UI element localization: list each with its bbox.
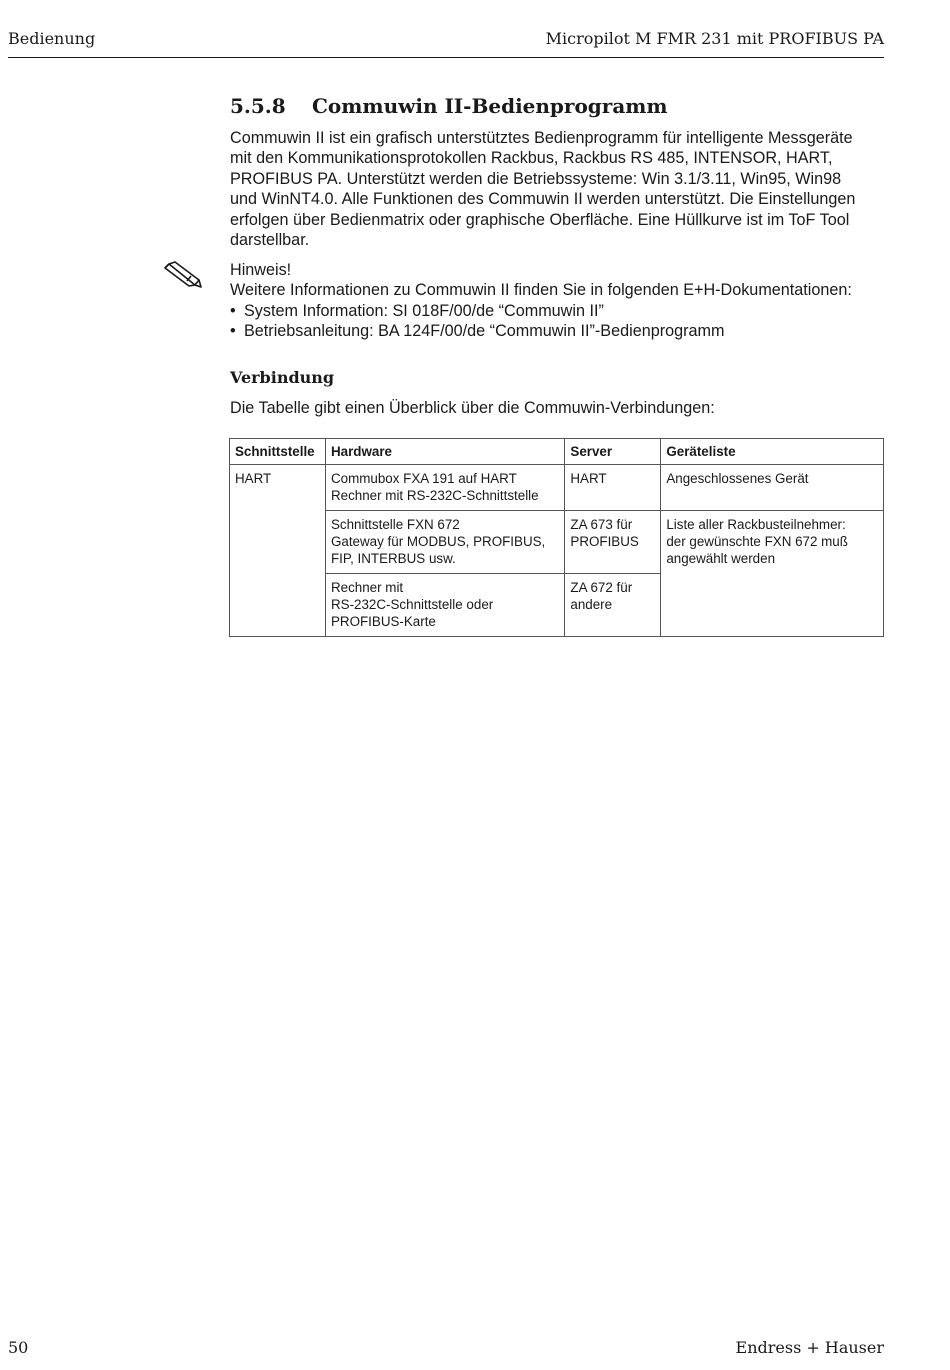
cell-line: der gewünschte FXN 672 muß [666, 534, 848, 549]
running-header-right: Micropilot M FMR 231 mit PROFIBUS PA [545, 29, 884, 48]
server-cell [565, 511, 661, 574]
cell-line: RS-232C-Schnittstelle oder [330, 597, 494, 612]
table-row [230, 465, 884, 511]
cell-line: Commubox FXA 191 auf HART [330, 471, 517, 486]
header-rule [8, 57, 884, 58]
column-header-interface: Schnittstelle [230, 439, 326, 465]
cell-line: FIP, INTERBUS usw. [330, 551, 456, 566]
subheading-verbindung: Verbindung [230, 368, 335, 387]
cell-line: andere [570, 597, 613, 612]
devices-cell [661, 511, 884, 637]
interface-cell: HART [230, 465, 326, 637]
hardware-cell [325, 511, 564, 574]
server-cell [565, 574, 661, 637]
cell-line: Schnittstelle FXN 672 [330, 517, 460, 532]
cell-line: angewählt werden [666, 551, 776, 566]
note-text: Weitere Informationen zu Commuwin II finden Sie in folgenden E+H-Dokumentationen: [230, 281, 852, 300]
cell-line: Angeschlossenes Gerät [666, 471, 809, 486]
section-heading [230, 94, 668, 118]
cell-line: ZA 672 für [570, 580, 633, 595]
server-cell [565, 465, 661, 511]
connections-table [229, 438, 884, 637]
section-title: Commuwin II-Bedienprogramm [312, 94, 668, 118]
paragraph-line: Commuwin II ist ein grafisch unterstütztes Bedienprogramm für intelligente Messgeräte [230, 129, 853, 147]
paragraph-line: und WinNT4.0. Alle Funktionen des Commuwin II werden unterstützt. Die Einstellungen [230, 190, 856, 209]
note-list-item [230, 321, 890, 341]
cell-line: PROFIBUS [570, 534, 639, 549]
hardware-cell [325, 574, 564, 637]
cell-line: PROFIBUS-Karte [330, 614, 436, 629]
bullet-marker: • [230, 301, 236, 320]
note-title: Hinweis! [230, 261, 292, 279]
cell-line: HART [570, 471, 607, 486]
pencil-icon [163, 260, 203, 288]
paragraph-line: PROFIBUS PA. Unterstützt werden die Betriebssysteme: Win 3.1/3.11, Win95, Win98 [230, 169, 842, 188]
cell-line: Rechner mit RS-232C-Schnittstelle [330, 488, 539, 503]
cell-line: Rechner mit [330, 580, 404, 595]
note-block [230, 260, 890, 342]
note-list-item-text: Betriebsanleitung: BA 124F/00/de “Commuwin II”-Bedienprogramm [244, 322, 725, 341]
paragraph-line: darstellbar. [230, 231, 310, 250]
table-row [230, 511, 884, 574]
bullet-marker: • [230, 322, 236, 341]
hardware-cell [325, 465, 564, 511]
note-list-item-text: System Information: SI 018F/00/de “Commuwin II” [244, 301, 604, 320]
cell-line: ZA 673 für [570, 517, 633, 532]
running-header-left: Bedienung [8, 29, 96, 48]
column-header-hardware: Hardware [325, 439, 564, 465]
note-list-item [230, 301, 890, 321]
table-intro-text: Die Tabelle gibt einen Überblick über die Commuwin-Verbindungen: [230, 399, 715, 417]
devices-cell [661, 465, 884, 511]
paragraph-line: erfolgen über Bedienmatrix oder graphische Oberfläche. Eine Hüllkurve ist im ToF Tool [230, 210, 850, 229]
cell-line: Liste aller Rackbusteilnehmer: [666, 517, 846, 532]
cell-line: Gateway für MODBUS, PROFIBUS, [330, 534, 546, 549]
column-header-server: Server [565, 439, 661, 465]
page-number: 50 [8, 1338, 29, 1357]
column-header-devices: Geräteliste [661, 439, 884, 465]
table-header-row [230, 439, 884, 465]
footer-brand: Endress + Hauser [735, 1338, 884, 1357]
intro-paragraph [230, 128, 890, 250]
section-number: 5.5.8 [230, 94, 286, 118]
paragraph-line: mit den Kommunikationsprotokollen Rackbus, Rackbus RS 485, INTENSOR, HART, [230, 149, 833, 168]
